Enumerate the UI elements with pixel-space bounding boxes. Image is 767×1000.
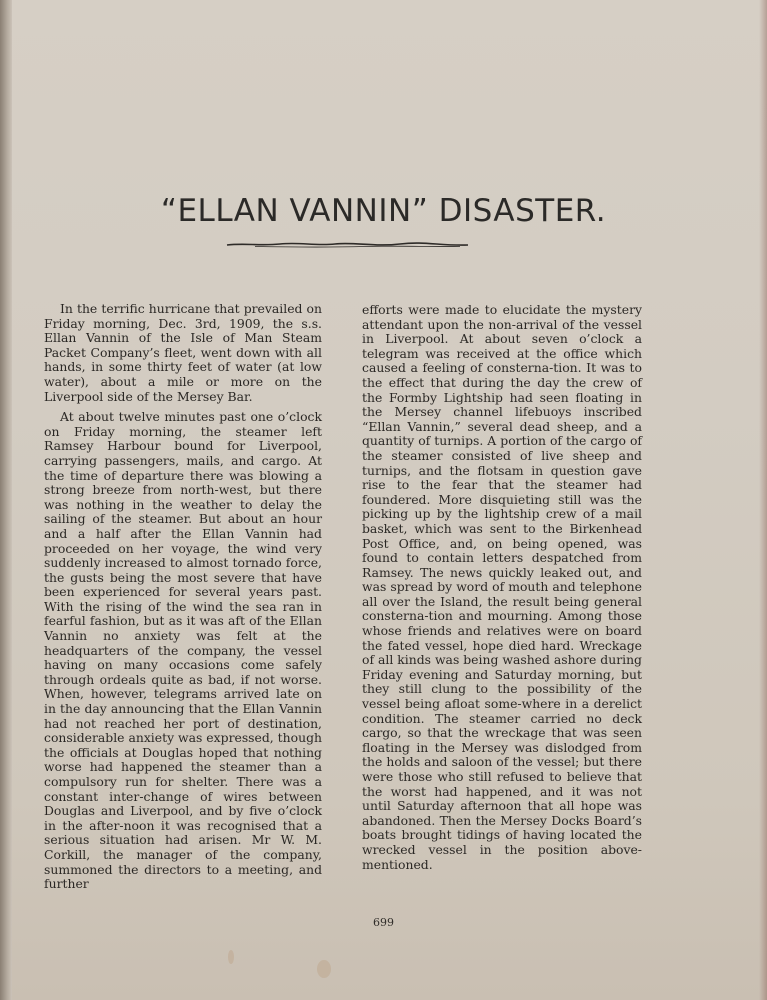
paragraph: At about twelve minutes past one o’clock on Friday morning, the steamer left Ramsey Harbour bound for Liverpool, carrying passengers, mails, and cargo. At the time of departure there was blowing a strong breeze from north-west, but there was nothing in the weather to delay the sailing of the steamer. But about an hour and a half after the Ellan Vannin had proceeded on her voyage, the wind very suddenly increased to almost tornado force, the gusts being the most severe that have been experienced for several years past. With the rising of the wind the sea ran in fearful fashion, but as it was aft of the Ellan Vannin no anxiety was felt at the headquarters of the company, the vessel having on many occasions come safely through ordeals quite as bad, if not worse. When, however, telegrams arrived late on in the day announcing that the Ellan Vannin had not reached her port of destination, considerable anxiety was expressed, though the officials at Douglas hoped that nothing worse had happened the steamer than a compulsory run for shelter. There was a constant inter-change of wires between Douglas and Liverpool, and by five o’clock in the after-noon it was recognised that a serious situation had arisen. Mr W. M. Corkill, the manager of the company, summoned the directors to a meeting, and further — [44, 409, 322, 892]
paper-stain — [228, 950, 234, 964]
paragraph: efforts were made to elucidate the mystery attendant upon the non-arrival of the vessel in Liverpool. At about seven o’clock a telegram was received at the office which caused a feeling of consterna-tion. It was to the effect that during the day the crew of the Formby Lightship had seen floating in the Mersey channel lifebuoys inscribed “Ellan Vannin,” several dead sheep, and a quantity of turnips. A portion of the cargo of the steamer consisted of live sheep and turnips, and the flotsam in question gave rise to the fear that the steamer had foundered. More disquieting still was the picking up by the lightship crew of a mail basket, which was sent to the Birkenhead Post Office, and, on being opened, was found to contain letters despatched from Ramsey. The news quickly leaked out, and was spread by word of mouth and telephone all over the Island, the result being general consterna-tion and mourning. Among those whose friends and relatives were on board the fated vessel, hope died hard. Wreckage of all kinds was being washed ashore during Friday evening and Saturday morning, but they still clung to the possibility of the vessel being afloat some-where in a derelict condition. The steamer carried no deck cargo, so that the wreckage that was seen floating in the Mersey was dislodged from the holds and saloon of the vessel; but there were those who still refused to believe that the worst had happened, and it was not until Saturday afternoon that all hope was abandoned. Then the Mersey Docks Board’s boats brought tidings of having located the wrecked vessel in the position above-mentioned. — [362, 302, 642, 872]
book-spine-shadow — [0, 0, 12, 1000]
article-title: “ELLAN VANNIN” DISASTER. — [160, 192, 607, 229]
paper-stain — [317, 960, 331, 978]
paragraph: In the terrific hurricane that prevailed on Friday morning, Dec. 3rd, 1909, the s.s. Ellan Vannin of the Isle of Man Steam Packet Company’s fleet, went down with all hands, in some thirty feet of water (at low water), about a mile or more on the Liverpool side of the Mersey Bar. — [44, 301, 322, 404]
article-column-right — [362, 303, 642, 878]
article-column-left — [44, 302, 322, 898]
title-rule-ornament — [225, 238, 470, 252]
page-edge — [759, 0, 767, 1000]
page-number: 699 — [373, 916, 394, 929]
